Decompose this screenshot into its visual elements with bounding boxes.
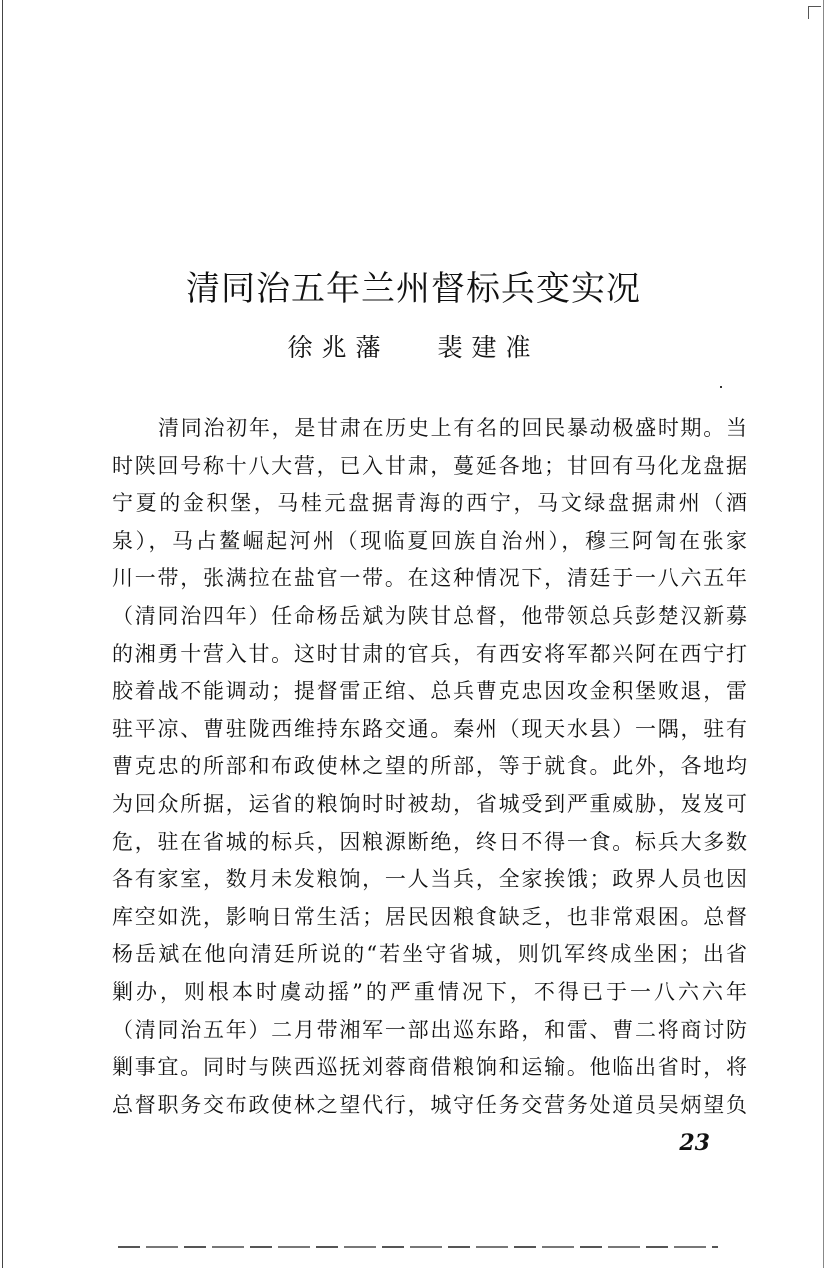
body-line: 各有家室，数月未发粮饷，一人当兵，全家挨饿；政界人员也因 [112, 867, 747, 892]
body-line: 的湘勇十营入甘。这时甘肃的官兵，有西安将军都兴阿在西宁打 [112, 641, 747, 666]
author-name: 徐兆藩 [287, 333, 390, 362]
speck-mark [720, 386, 722, 388]
page-right-edge [823, 0, 824, 1268]
corner-crop-mark [808, 6, 821, 19]
body-line: 清同治初年，是甘肃在历史上有名的回民暴动极盛时期。当 [158, 416, 747, 440]
body-line: 时陕回号称十八大营，已入甘肃，蔓延各地；甘回有马化龙盘据 [112, 453, 747, 478]
bottom-scan-rule [118, 1246, 718, 1248]
body-line: 危，驻在省城的标兵，因粮源断绝，终日不得一食。标兵大多数 [112, 829, 747, 854]
body-line: 总督职务交布政使林之望代行，城守任务交营务处道员吴炳望负 [112, 1092, 747, 1117]
body-line: 为回众所据，运省的粮饷时时被劫，省城受到严重威胁，岌岌可 [112, 791, 747, 816]
article-authors [0, 330, 827, 366]
body-line: 剿事宜。同时与陕西巡抚刘蓉商借粮饷和运输。他临出省时，将 [112, 1055, 747, 1080]
page-number: 23 [679, 1130, 710, 1156]
body-line: 库空如洗，影响日常生活；居民因粮食缺乏，也非常艰困。总督 [112, 904, 747, 929]
body-line: 驻平凉、曹驻陇西维持东路交通。秦州（现天水县）一隅，驻有 [112, 716, 747, 741]
body-line: （清同治四年）任命杨岳斌为陕甘总督，他带领总兵彭楚汉新募 [112, 603, 747, 628]
body-line: 杨岳斌在他向清廷所说的“若坐守省城，则饥军终成坐困；出省 [112, 942, 747, 967]
author-name: 裴建准 [437, 333, 540, 362]
body-line: 曹克忠的所部和布政使林之望的所部，等于就食。此外，各地均 [112, 754, 747, 779]
body-line: （清同治五年）二月带湘军一部出巡东路，和雷、曹二将商讨防 [112, 1017, 747, 1042]
body-line: 剿办，则根本时虞动摇”的严重情况下，不得已于一八六六年 [112, 979, 747, 1004]
body-line: 川一带，张满拉在盐官一带。在这种情况下，清廷于一八六五年 [112, 566, 747, 591]
body-line: 宁夏的金积堡，马桂元盘据青海的西宁，马文绿盘据肃州（酒 [112, 491, 747, 516]
body-line: 胶着战不能调动；提督雷正绾、总兵曹克忠因攻金积堡败退，雷 [112, 679, 747, 704]
body-line: 泉），马占鳌崛起河州（现临夏回族自治州），穆三阿訇在张家 [112, 528, 747, 553]
article-title: 清同治五年兰州督标兵变实况 [186, 269, 641, 309]
article-body [112, 410, 747, 1124]
page-left-edge [2, 0, 3, 1268]
